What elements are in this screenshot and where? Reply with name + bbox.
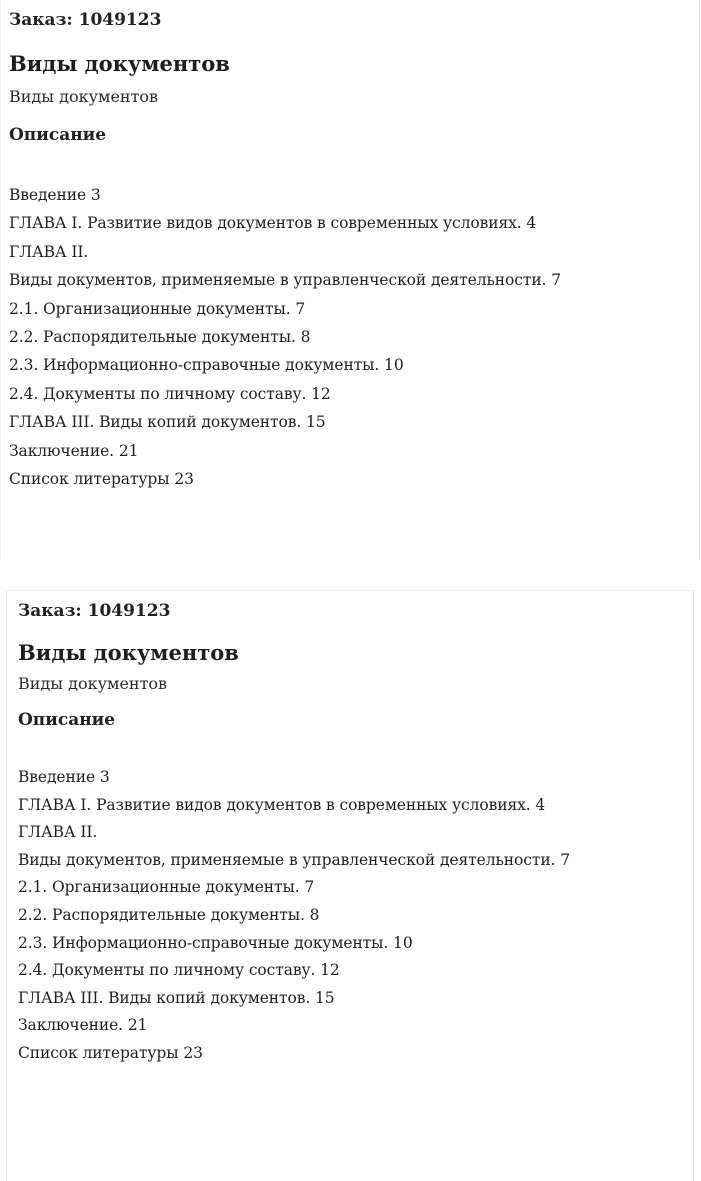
table-of-contents [9,181,699,493]
toc-item: Виды документов, применяемые в управленческой деятельности. 7 [18,850,570,869]
toc-item: 2.4. Документы по личному составу. 12 [18,961,340,980]
document-title[interactable]: Виды документов [9,51,230,76]
toc-item: 2.2. Распорядительные документы. 8 [18,905,320,924]
description-heading: Описание [18,710,116,730]
order-card-2 [6,590,694,1181]
toc-item: ГЛАВА III. Виды копий документов. 15 [18,988,335,1007]
toc-item: ГЛАВА I. Развитие видов документов в современных условиях. 4 [18,795,546,814]
toc-item: Список литературы 23 [9,470,194,489]
document-title[interactable]: Виды документов [18,640,239,665]
toc-item: 2.3. Информационно-справочные документы. 10 [9,356,404,375]
toc-item: 2.4. Документы по личному составу. 12 [9,384,331,403]
order-number: Заказ: 1049123 [18,601,171,621]
table-of-contents [18,764,693,1068]
toc-item: 2.1. Организационные документы. 7 [9,299,306,318]
order-number: Заказ: 1049123 [9,10,162,30]
toc-item: ГЛАВА III. Виды копий документов. 15 [9,413,326,432]
toc-item: 2.2. Распорядительные документы. 8 [9,328,311,347]
toc-item: 2.1. Организационные документы. 7 [18,878,315,897]
toc-item: Список литературы 23 [18,1043,203,1062]
description-heading: Описание [9,125,107,145]
toc-item: 2.3. Информационно-справочные документы. 10 [18,933,413,952]
toc-item: Введение 3 [18,768,110,786]
toc-item: ГЛАВА II. [18,823,98,842]
toc-item: Виды документов, применяемые в управленческой деятельности. 7 [9,271,561,290]
document-subtitle: Виды документов [18,674,168,693]
toc-item: Заключение. 21 [18,1016,148,1035]
document-subtitle: Виды документов [9,87,159,106]
order-card-1 [0,0,700,560]
toc-item: ГЛАВА I. Развитие видов документов в современных условиях. 4 [9,214,537,233]
toc-item: Заключение. 21 [9,441,139,460]
toc-item: ГЛАВА II. [9,242,89,261]
toc-item: Введение 3 [9,186,101,204]
